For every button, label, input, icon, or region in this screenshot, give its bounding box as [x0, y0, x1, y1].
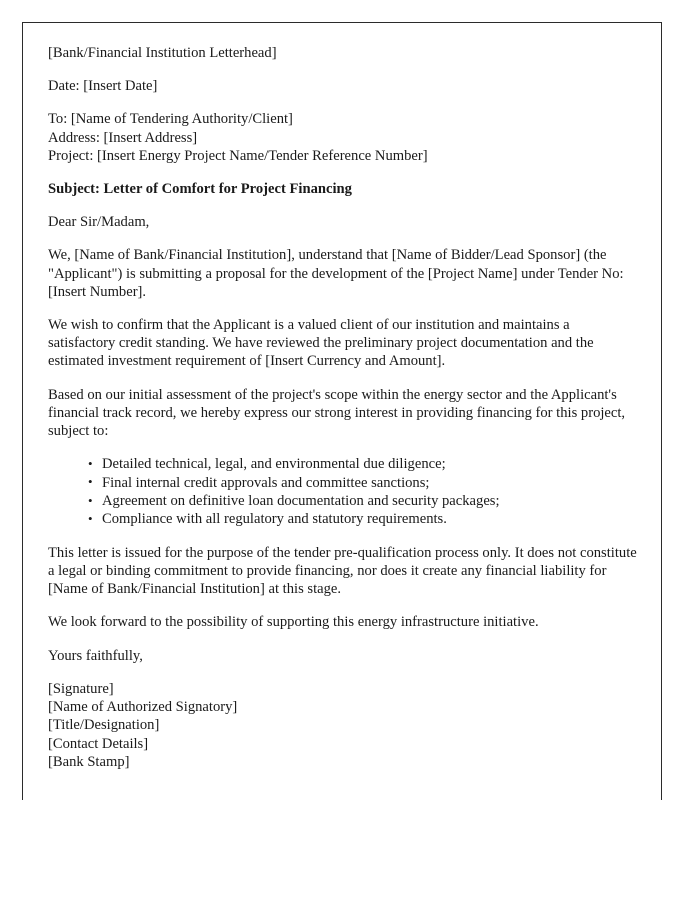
signatory-title: [Title/Designation] [48, 717, 160, 734]
conditions-list [48, 455, 638, 529]
bank-stamp-placeholder: [Bank Stamp] [48, 753, 130, 770]
paragraph-assessment: Based on our initial assessment of the project's scope within the energy sector and the Applicant's financial track record, we hereby express our strong interest in providing financing for this project, subject to: [48, 386, 626, 440]
recipient-block [48, 110, 638, 165]
letter-body [48, 44, 638, 771]
recipient-to-line: To: [Name of Tendering Authority/Client] [48, 111, 293, 128]
list-item: • Agreement on definitive loan documentation and security packages; [88, 492, 638, 510]
list-item: • Final internal credit approvals and committee sanctions; [88, 474, 638, 492]
signature-block [48, 680, 638, 771]
paragraph-confirmation: We wish to confirm that the Applicant is a valued client of our institution and maintains a satisfactory credit standing. We have reviewed the preliminary project documentation and the estimated investment requirement of [Insert Currency and Amount]. [48, 317, 594, 370]
sign-off: Yours faithfully, [48, 647, 143, 664]
paragraph-intro: We, [Name of Bank/Financial Institution], understand that [Name of Bidder/Lead Sponsor] (the "Applicant") is submitting a proposal for the development of the [Project Name] under Tender No: [Insert Number]. [48, 247, 624, 300]
letterhead-line: [Bank/Financial Institution Letterhead] [48, 45, 277, 61]
list-item: • Compliance with all regulatory and statutory requirements. [88, 510, 638, 528]
signature-placeholder: [Signature] [48, 680, 114, 697]
subject-line: Subject: Letter of Comfort for Project Financing [48, 181, 352, 198]
recipient-address-line: Address: [Insert Address] [48, 129, 198, 146]
recipient-project-line: Project: [Insert Energy Project Name/Tender Reference Number] [48, 147, 428, 164]
date-line: Date: [Insert Date] [48, 78, 158, 95]
signatory-name: [Name of Authorized Signatory] [48, 699, 238, 716]
salutation: Dear Sir/Madam, [48, 214, 150, 231]
paragraph-disclaimer: This letter is issued for the purpose of the tender pre-qualification process only. It does not constitute a legal or binding commitment to provide financing, nor does it create any financial liability for [Name of Bank/Financial Institution] at this stage. [48, 544, 637, 598]
paragraph-closing-statement: We look forward to the possibility of supporting this energy infrastructure initiative. [48, 614, 539, 631]
list-item: • Detailed technical, legal, and environmental due diligence; [88, 455, 638, 473]
signatory-contact: [Contact Details] [48, 735, 149, 752]
